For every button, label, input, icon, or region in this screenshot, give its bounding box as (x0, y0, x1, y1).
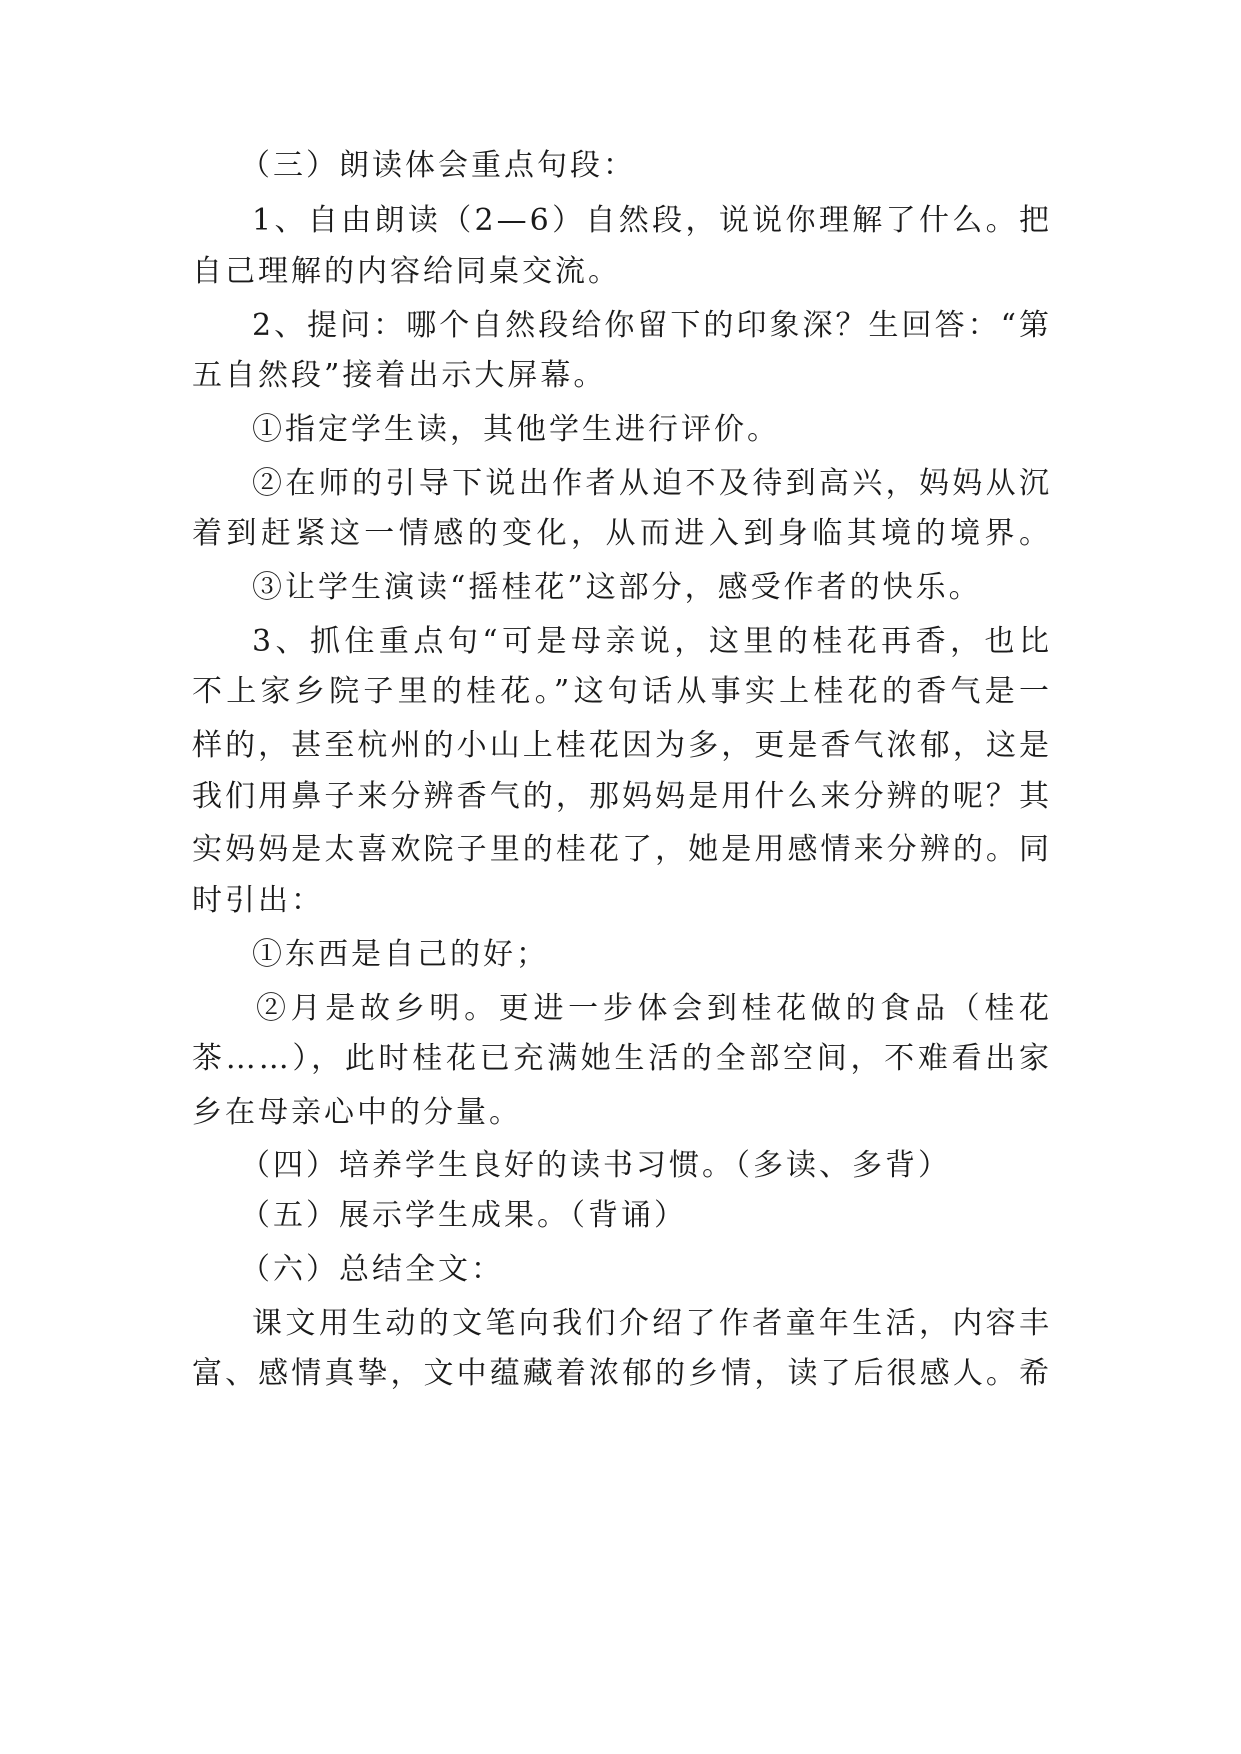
paragraph-line: 3、抓住重点句“可是母亲说，这里的桂花再香，也比 (252, 624, 1052, 659)
paragraph-line: 着到赶紧这一情感的变化，从而进入到身临其境的境界。 (192, 516, 1052, 551)
paragraph-line: 自己理解的内容给同桌交流。 (192, 254, 621, 289)
paragraph-line: 富、感情真挚，文中蕴藏着浓郁的乡情，读了后很感人。希 (192, 1356, 1052, 1391)
paragraph-line: 乡在母亲心中的分量。 (192, 1095, 522, 1130)
list-item: ③让学生演读“摇桂花”这部分，感受作者的快乐。 (252, 570, 982, 605)
section-heading-3: （三）朗读体会重点句段： (240, 148, 636, 183)
paragraph-line: 五自然段”接着出示大屏幕。 (192, 358, 607, 393)
paragraph-line: 2、提问：哪个自然段给你留下的印象深？生回答：“第 (252, 308, 1052, 343)
paragraph-line: 茶……），此时桂花已充满她生活的全部空间，不难看出家 (192, 1041, 1052, 1076)
list-item: ①指定学生读，其他学生进行评价。 (252, 412, 780, 447)
section-heading-5: （五）展示学生成果。（背诵） (240, 1198, 687, 1233)
paragraph-line: 不上家乡院子里的桂花。”这句话从事实上桂花的香气是一 (192, 674, 1052, 709)
paragraph-line: 样的，甚至杭州的小山上桂花因为多，更是香气浓郁，这是 (192, 728, 1052, 763)
paragraph-line: 时引出： (192, 883, 324, 918)
list-item: ②在师的引导下说出作者从迫不及待到高兴，妈妈从沉 (252, 466, 1052, 501)
section-heading-4: （四）培养学生良好的读书习惯。（多读、多背） (240, 1148, 951, 1183)
section-heading-6: （六）总结全文： (240, 1252, 504, 1287)
paragraph-line: 1、自由朗读（2—6）自然段，说说你理解了什么。把 (252, 203, 1052, 238)
paragraph-line: 实妈妈是太喜欢院子里的桂花了，她是用感情来分辨的。同 (192, 832, 1052, 867)
paragraph-line: 我们用鼻子来分辨香气的，那妈妈是用什么来分辨的呢？其 (192, 779, 1052, 814)
list-item: ②月是故乡明。更进一步体会到桂花做的食品（桂花 (256, 991, 1052, 1026)
list-item: ①东西是自己的好； (252, 937, 549, 972)
paragraph-line: 课文用生动的文笔向我们介绍了作者童年生活，内容丰 (252, 1306, 1052, 1341)
